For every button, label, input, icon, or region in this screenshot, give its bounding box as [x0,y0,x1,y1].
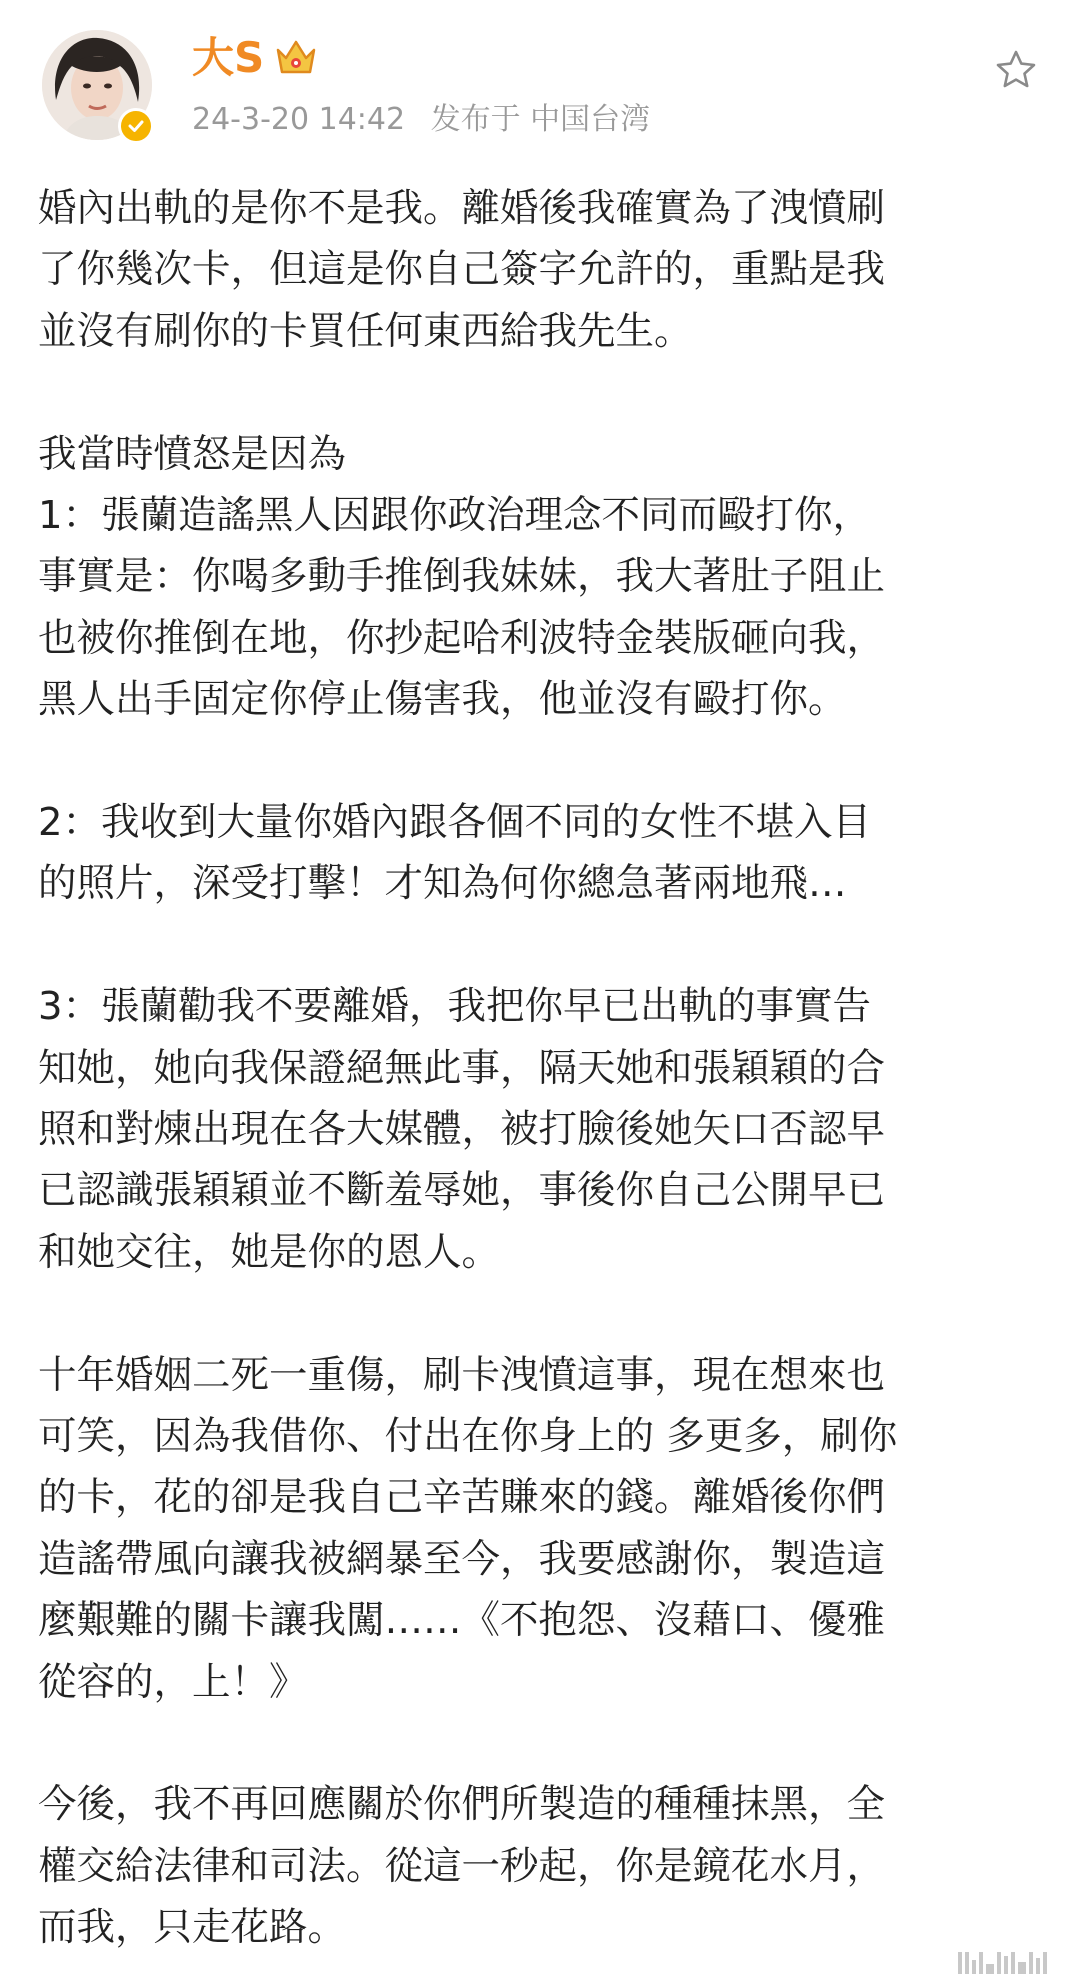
post-line: 造謠帶風向讓我被網暴至今，我要感謝你，製造這 [38,1536,886,1582]
post-line: 麼艱難的關卡讓我闖……《不抱怨、沒藉口、優雅 [38,1598,886,1644]
post-meta [192,100,666,140]
post-date: 24-3-20 14:42 [192,102,406,137]
post-line: 3：張蘭勸我不要離婚，我把你早已出軌的事實告 [38,984,871,1030]
post-line: 我當時憤怒是因為 [38,431,347,477]
post-line: 和她交往，她是你的恩人。 [38,1229,501,1275]
post-line: 今後，我不再回應關於你們所製造的種種抹黑，全 [38,1782,886,1828]
post-line: 了你幾次卡，但這是你自己簽字允許的，重點是我 [38,247,886,293]
username[interactable]: 大S [192,33,265,82]
post-line: 而我，只走花路。 [38,1905,347,1951]
paragraph-gap [38,1713,1048,1774]
post-line: 並沒有刷你的卡買任何東西給我先生。 [38,308,693,354]
star-icon [994,48,1038,92]
post-line: 事實是：你喝多動手推倒我妹妹，我大著肚子阻止 [38,554,886,600]
post-line: 的照片，深受打擊！才知為何你總急著兩地飛… [38,861,847,907]
post-line: 2：我收到大量你婚內跟各個不同的女性不堪入目 [38,800,871,846]
paragraph-gap [38,362,1048,423]
verified-badge-icon [118,108,154,144]
post-line: 十年婚姻二死一重傷，刷卡洩憤這事，現在想來也 [38,1352,886,1398]
post-line: 的卡，花的卻是我自己辛苦賺來的錢。離婚後你們 [38,1475,886,1521]
post-line: 可笑，因為我借你、付出在你身上的 多更多，刷你 [38,1414,898,1460]
paragraph-gap [38,915,1048,976]
barcode-watermark-icon [958,1944,1068,1974]
post-line: 婚內出軌的是你不是我。離婚後我確實為了洩憤刷 [38,186,886,231]
post-line: 也被你推倒在地，你抄起哈利波特金裝版砸向我， [38,615,886,661]
post-line: 已認識張穎穎並不斷羞辱她，事後你自己公開早已 [38,1168,886,1214]
post-body [38,178,1048,1959]
post-location: 发布于 中国台湾 [430,102,651,137]
post-line: 知她，她向我保證絕無此事，隔天她和張穎穎的合 [38,1045,886,1091]
paragraph-gap [38,731,1048,792]
post-line: 照和對煉出現在各大媒體，被打臉後她矢口否認早 [38,1107,886,1153]
post-line: 1：張蘭造謠黑人因跟你政治理念不同而毆打你， [38,493,871,539]
paragraph-gap [38,1283,1048,1344]
crown-icon [272,34,320,82]
favorite-button[interactable] [990,44,1042,96]
post-line: 權交給法律和司法。從這一秒起，你是鏡花水月， [38,1843,886,1889]
post-header [0,0,1080,160]
post-line: 黑人出手固定你停止傷害我，他並沒有毆打你。 [38,677,847,723]
post-line: 從容的，上！》 [38,1659,308,1705]
